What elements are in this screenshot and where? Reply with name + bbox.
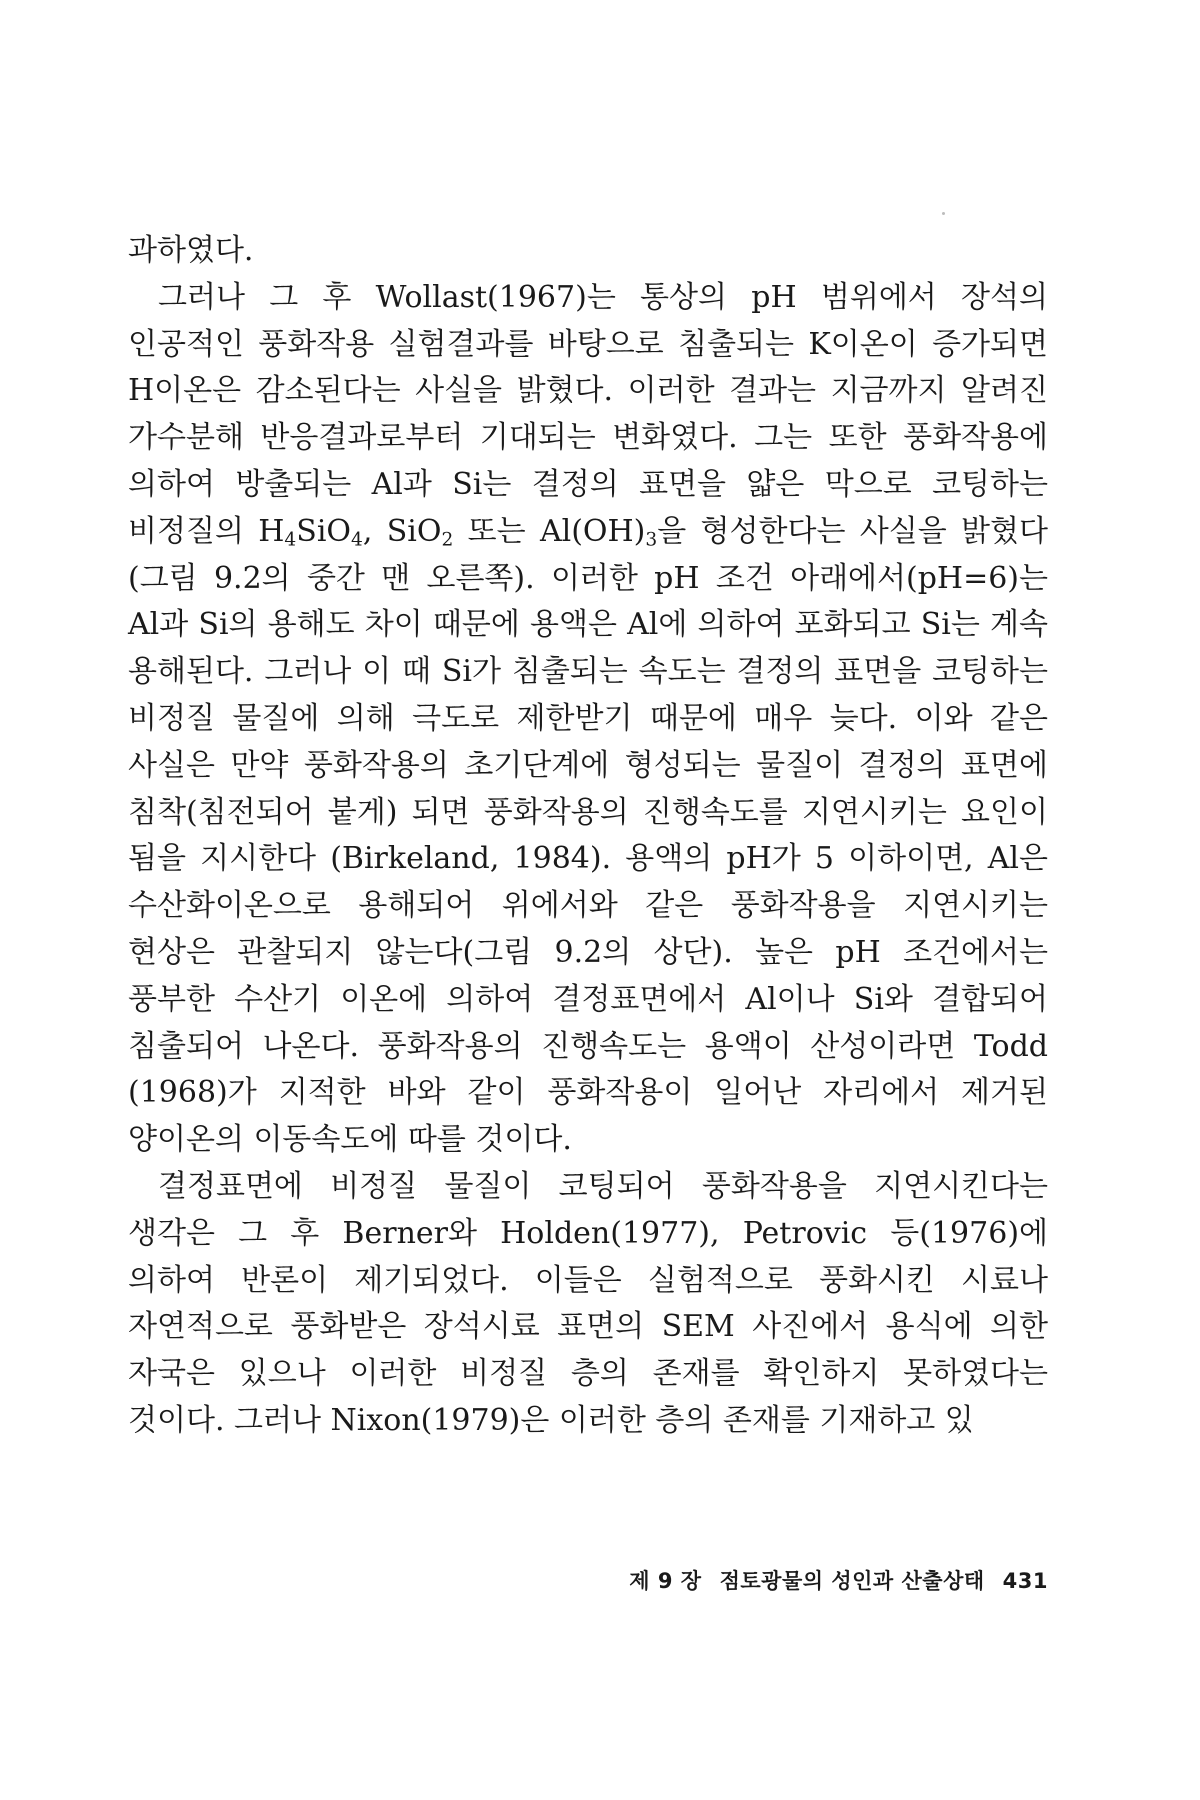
paragraph-continued — [128, 228, 1048, 275]
text-run: 또는 Al(OH) — [453, 513, 646, 549]
chapter-title: 점토광물의 성인과 산출상태 — [719, 1569, 985, 1593]
subscript: 4 — [284, 529, 297, 551]
subscript: 3 — [645, 529, 658, 551]
subscript: 2 — [441, 529, 454, 551]
scan-speck — [942, 212, 945, 215]
chapter-label: 제 9 장 — [629, 1569, 702, 1593]
subscript: 4 — [351, 529, 363, 551]
body-text — [128, 228, 1048, 1445]
text-run: 을 형성한다는 사실을 밝혔다(그림 9.2의 중간 맨 오른쪽). 이러한 pH 조건 아래에서(pH=6)는 Al과 Si의 용해도 차이 때문에 용액은 Al에 의하여 포화되고 Si는 계속 용해된다. 그러나 이 때 Si가 침출되는 속도는 결정의 표면을 코팅하는 비정질 물질에 의해 극도로 제한받기 때문에 매우 늦다. 이와 같은 사실은 만약 풍화작용의 초기단계에 형성되는 물질이 결정의 표면에 침착(침전되어 붙게) 되면 풍화작용의 진행속도를 지연시키는 요인이 됨을 지시한다 (Birkeland, 1984). 용액의 pH가 5 이하이면, Al은 수산화이온으로 용해되어 위에서와 같은 풍화작용을 지연시키는 현상은 관찰되지 않는다(그림 9.2의 상단). 높은 pH 조건에서는 풍부한 수산기 이온에 의하여 결정표면에서 Al이나 Si와 결합되어 침출되어 나온다. 풍화작용의 진행속도는 용액이 산성이라면 Todd (1968)가 지적한 바와 같이 풍화작용이 일어난 자리에서 제거된 양이온의 이동속도에 따를 것이다. — [128, 513, 1048, 1158]
text-run: 그러나 그 후 Wollast(1967)는 통상의 pH 범위에서 장석의 인공적인 풍화작용 실험결과를 바탕으로 침출되는 K이온이 증가되면 H이온은 감소된다는 사실을 밝혔다. 이러한 결과는 지금까지 알려진 가수분해 반응결과로부터 기대되는 변화였다. 그는 또한 풍화작용에 의하여 방출되는 Al과 Si는 결정의 표면을 얇은 막으로 코팅하는 비정질의 H — [128, 279, 1048, 549]
paragraph-coating — [128, 1164, 1048, 1445]
running-footer — [0, 1565, 1048, 1595]
paragraph-text: 과하였다. — [128, 233, 254, 268]
paragraph-text: 결정표면에 비정질 물질이 코팅되어 풍화작용을 지연시킨다는 생각은 그 후 Berner와 Holden(1977), Petrovic 등(1976)에 의하여 반론이 제기되었다. 이들은 실험적으로 풍화시킨 시료나 자연적으로 풍화받은 장석시료 표면의 SEM 사진에서 용식에 의한 자국은 있으나 이러한 비정질 층의 존재를 확인하지 못하였다는 것이다. 그러나 Nixon(1979)은 이러한 층의 존재를 기재하고 있 — [128, 1168, 1048, 1438]
page-number: 431 — [1002, 1569, 1048, 1593]
text-run: SiO — [296, 513, 352, 549]
paragraph-wollast — [128, 275, 1048, 1164]
text-run: , SiO — [362, 513, 442, 549]
